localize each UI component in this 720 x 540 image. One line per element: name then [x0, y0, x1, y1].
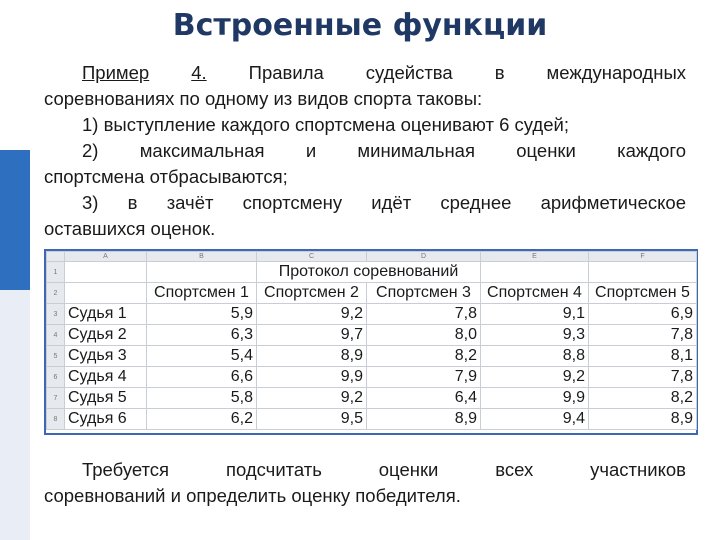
- table-row: [47, 409, 697, 430]
- rule-2-text: 2) максимальная и минимальная оценки каждого: [82, 140, 686, 161]
- score-cell: 6,4: [367, 388, 481, 409]
- task-text: Требуется подсчитать оценки всех участников: [82, 459, 686, 480]
- score-cell: 7,8: [367, 304, 481, 325]
- judge-name: Судья 1: [65, 304, 147, 325]
- row-number: 5: [47, 346, 65, 367]
- score-cell: 9,2: [257, 304, 367, 325]
- empty-cell: [481, 262, 589, 283]
- score-cell: 8,9: [367, 409, 481, 430]
- column-letter: A: [65, 252, 147, 262]
- score-cell: 9,4: [481, 409, 589, 430]
- score-cell: 9,2: [481, 367, 589, 388]
- score-cell: 6,6: [147, 367, 257, 388]
- slide-title: Встроенные функции: [172, 8, 548, 43]
- athlete-header: Спортсмен 1: [147, 283, 257, 304]
- table-row: [47, 367, 697, 388]
- empty-cell: [147, 262, 257, 283]
- judge-name: Судья 2: [65, 325, 147, 346]
- row-number: 7: [47, 388, 65, 409]
- row-number: 8: [47, 409, 65, 430]
- column-letter: D: [367, 252, 481, 262]
- column-letter: B: [147, 252, 257, 262]
- score-cell: 5,4: [147, 346, 257, 367]
- rule-1-text: 1) выступление каждого спортсмена оценивают 6 судей;: [82, 114, 569, 135]
- score-cell: 8,1: [589, 346, 697, 367]
- empty-cell: [589, 262, 697, 283]
- athlete-header: Спортсмен 4: [481, 283, 589, 304]
- score-cell: 8,8: [481, 346, 589, 367]
- table-row: [47, 325, 697, 346]
- score-cell: 5,8: [147, 388, 257, 409]
- score-cell: 9,9: [257, 367, 367, 388]
- row-number: 2: [47, 283, 65, 304]
- score-cell: 6,9: [589, 304, 697, 325]
- athlete-header: Спортсмен 5: [589, 283, 697, 304]
- score-cell: 6,3: [147, 325, 257, 346]
- example-line-1: [44, 60, 686, 86]
- rule-3-line-2: оставшихся оценок.: [44, 218, 216, 239]
- rule-2-line-2: спортсмена отбрасываются;: [44, 166, 288, 187]
- row-number: 6: [47, 367, 65, 388]
- example-text: Правила судейства в международных: [248, 62, 686, 83]
- score-cell: 9,5: [257, 409, 367, 430]
- score-table: [46, 251, 697, 430]
- judge-name: Судья 5: [65, 388, 147, 409]
- column-letter: F: [589, 252, 697, 262]
- score-cell: 8,2: [589, 388, 697, 409]
- rule-1: [44, 112, 686, 138]
- task-line-1: [44, 457, 686, 483]
- column-letter: C: [257, 252, 367, 262]
- score-cell: 9,3: [481, 325, 589, 346]
- row-number: 1: [47, 262, 65, 283]
- example-number: 4.: [191, 62, 207, 83]
- table-row: [47, 304, 697, 325]
- empty-cell: [65, 262, 147, 283]
- score-cell: 6,2: [147, 409, 257, 430]
- slide-accent-band: [0, 290, 30, 540]
- row-number: 3: [47, 304, 65, 325]
- corner-cell: [47, 252, 65, 262]
- athlete-header: Спортсмен 2: [257, 283, 367, 304]
- judge-name: Судья 6: [65, 409, 147, 430]
- score-cell: 8,9: [589, 409, 697, 430]
- score-cell: 7,8: [589, 367, 697, 388]
- rule-2-line-1: [44, 138, 686, 164]
- score-cell: 7,9: [367, 367, 481, 388]
- example-label: Пример: [82, 62, 150, 83]
- score-cell: 9,2: [257, 388, 367, 409]
- table-row: [47, 388, 697, 409]
- rule-3-line-1: [44, 190, 686, 216]
- athlete-header: Спортсмен 3: [367, 283, 481, 304]
- judge-name: Судья 4: [65, 367, 147, 388]
- example-line-2: соревнованиях по одному из видов спорта таковы:: [44, 88, 483, 109]
- table-row: [47, 346, 697, 367]
- task-line-2: соревнований и определить оценку победителя.: [44, 485, 461, 506]
- column-letter: E: [481, 252, 589, 262]
- header-row: [47, 283, 697, 304]
- column-header-row: [47, 252, 697, 262]
- caption-row: [47, 262, 697, 283]
- table-caption: Протокол соревнований: [257, 262, 481, 283]
- spreadsheet-screenshot: [44, 249, 698, 435]
- slide-accent-bar: [0, 150, 30, 290]
- score-cell: 8,9: [257, 346, 367, 367]
- row-number: 4: [47, 325, 65, 346]
- score-cell: 9,9: [481, 388, 589, 409]
- score-cell: 5,9: [147, 304, 257, 325]
- score-cell: 9,7: [257, 325, 367, 346]
- score-cell: 8,0: [367, 325, 481, 346]
- judge-name: Судья 3: [65, 346, 147, 367]
- empty-cell: [65, 283, 147, 304]
- score-cell: 9,1: [481, 304, 589, 325]
- score-cell: 8,2: [367, 346, 481, 367]
- rule-3-text: 3) в зачёт спортсмену идёт среднее арифметическое: [82, 192, 686, 213]
- score-cell: 7,8: [589, 325, 697, 346]
